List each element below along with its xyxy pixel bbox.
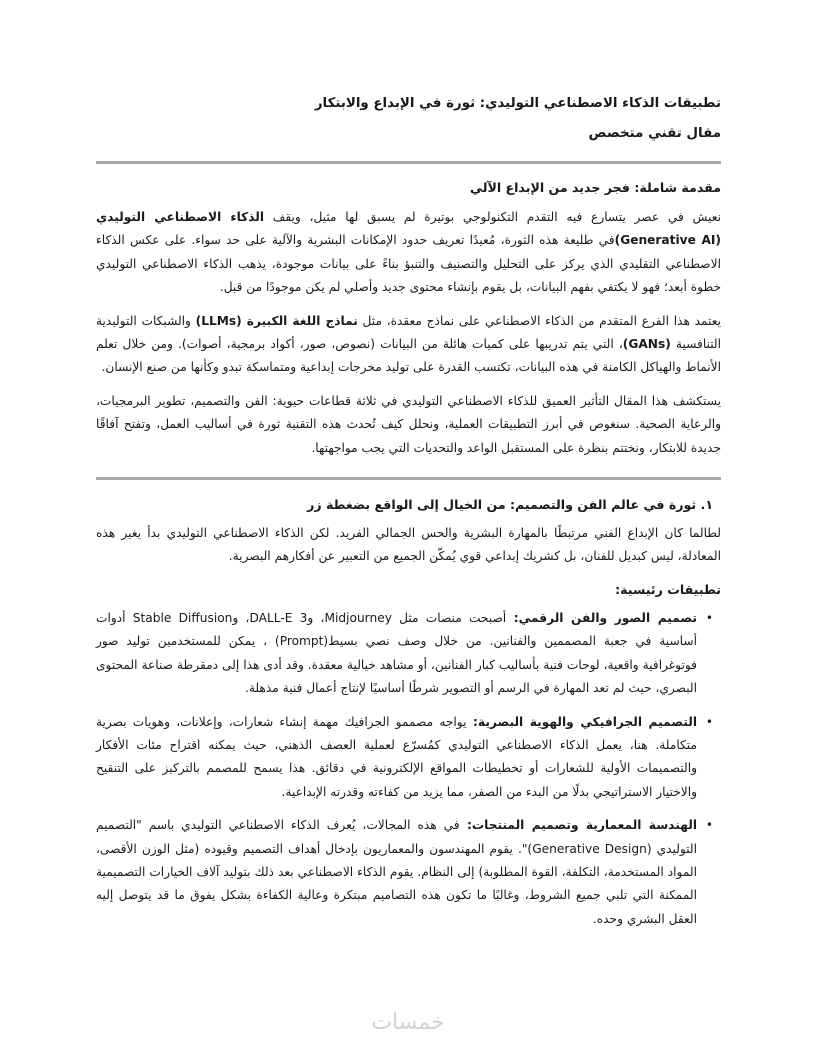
bullet-icon: • <box>705 714 713 729</box>
intro-p2-text-e: ، التي يتم تدريبها على كميات هائلة من البيانات (نصوص، صور، أكواد برمجية، أصوات). ومن خلال تعلم الأنماط والهياكل الكامنة في هذه البيانات، تكتسب القدرة على توليد مخرجات إبداعية ومتماسكة تبدو وكأنها من صنع الإنسان. <box>96 337 721 375</box>
intro-p1-text-a: نعيش في عصر يتسارع فيه التقدم التكنولوجي بوتيرة لم يسبق لها مثيل، ويقف <box>264 210 721 224</box>
intro-paragraph-2 <box>96 310 721 380</box>
watermark-logo: خمسات <box>371 1010 445 1035</box>
intro-paragraph-3: يستكشف هذا المقال التأثير العميق للذكاء الاصطناعي التوليدي في ثلاثة قطاعات حيوية: الفن والتصميم، تطوير البرمجيات، والرعاية الصحية. سنغوص في أبرز التطبيقات العملية، ونحلل كيف تُحدث هذه التقنية ثورة في أساليب العمل، وتفتح آفاقًا جديدة للابتكار، ونختتم بنظرة على المستقبل الواعد والتحديات التي يجب مواجهتها. <box>96 393 721 455</box>
list-item-label: التصميم الجرافيكي والهوية البصرية: <box>466 714 697 729</box>
intro-p2-text-a: يعتمد هذا الفرع المتقدم من الذكاء الاصطناعي على نماذج معقدة، مثل <box>357 313 721 328</box>
intro-p2-bold-gans: (GANs) <box>622 337 671 352</box>
bullet-icon: • <box>705 818 713 833</box>
intro-p2-text-c: والشبكات التوليدية التنافسية <box>96 313 721 352</box>
section-art-design <box>96 494 721 931</box>
document-title: تطبيقات الذكاء الاصطناعي التوليدي: ثورة في الإبداع والابتكار <box>314 96 721 111</box>
intro-paragraph-1 <box>96 206 721 300</box>
intro-p1-bold: الذكاء الاصطناعي التوليدي (Generative AI) <box>96 210 721 248</box>
apps-heading: تطبيقات رئيسية: <box>615 581 721 597</box>
list-item-text: أصبحت منصات مثل Midjourney، وDALL-E 3، وStable Diffusion أدوات أساسية في جعبة المصممين والفنانين. من خلال وصف نصي بسيط(Prompt) ، يمكن للمستخدمين توليد صور فوتوغرافية واقعية، لوحات فنية بأساليب كبار الفنانين، أو مشاهد خيالية معقدة. وقد أدى هذا إلى دمقرطة صناعة المحتوى البصري، حيث لم تعد المهارة في الرسم أو التصوير شرطًا أساسيًا لإنتاج أعمال فنية مذهلة. <box>96 610 697 696</box>
section-divider <box>96 477 721 480</box>
intro-heading: مقدمة شاملة: فجر جديد من الإبداع الآلي <box>469 180 721 195</box>
bullet-icon: • <box>705 610 713 625</box>
list-item-architecture <box>96 814 721 931</box>
list-item-text: يواجه مصممو الجرافيك مهمة إنشاء شعارات، وإعلانات، وهويات بصرية متكاملة. هنا، يعمل الذكاء الاصطناعي التوليدي كمُسرّع لعملية العصف الذهني، حيث يمكنه اقتراح مئات الأفكار والتصميمات الأولية للشعارات أو تخطيطات المواقع الإلكترونية في دقائق. هذا يسمح للمصمم بالتركيز على التنقيح والاختيار الاستراتيجي بدلًا من البدء من الصفر، مما يزيد من كفاءته وقدرته الإبداعية. <box>96 714 697 799</box>
list-item-graphic-design <box>96 711 721 805</box>
section-divider <box>96 161 721 164</box>
list-item-text: في هذه المجالات، يُعرف الذكاء الاصطناعي التوليدي باسم "التصميم التوليدي (Generative Design)". يقوم المهندسون والمعماريون بإدخال أهداف التصميم وقيوده (مثل الوزن الأقصى، المواد المستخدمة، التكلفة، القوة المطلوبة) إلى النظام. يقوم الذكاء الاصطناعي بعد ذلك بتوليد آلاف الخيارات التصميمية الممكنة التي تلبي جميع الشروط، وغالبًا ما تكون هذه التصاميم مبتكرة وعالية الكفاءة بشكل يفوق ما قد يتوصل إليه العقل البشري وحده. <box>96 818 697 926</box>
list-item-image-design <box>96 607 721 701</box>
section1-heading: ١. ثورة في عالم الفن والتصميم: من الخيال إلى الواقع بضغطة زر <box>307 497 713 513</box>
document-subtitle: مقال تقني متخصص <box>588 126 721 141</box>
list-item-label: تصميم الصور والفن الرقمي: <box>506 610 698 625</box>
document-page <box>96 94 721 941</box>
section1-paragraph: لطالما كان الإبداع الفني مرتبطًا بالمهارة البشرية والحس الجمالي الفريد. لكن الذكاء الاصطناعي التوليدي بدأ يغير هذه المعادلة، ليس كبديل للفنان، بل كشريك إبداعي قوي يُمكّن الجميع من التعبير عن أفكارهم البصرية. <box>96 526 721 564</box>
applications-list <box>96 607 721 931</box>
intro-p2-bold-llms: نماذج اللغة الكبيرة (LLMs) <box>195 313 358 328</box>
list-item-label: الهندسة المعمارية وتصميم المنتجات: <box>459 818 697 833</box>
intro-p1-text-c: في طليعة هذه الثورة، مُعيدًا تعريف حدود الإمكانات البشرية والآلية على حد سواء. على عكس الذكاء الاصطناعي التقليدي الذي يركز على التحليل والتصنيف والتنبؤ بناءً على بيانات موجودة، يذهب الذكاء الاصطناعي التوليدي خطوة أبعد؛ فهو لا يكتفي بفهم البيانات، بل يقوم بإنشاء محتوى جديد وأصلي لم يكن موجودًا من قبل. <box>96 233 721 295</box>
